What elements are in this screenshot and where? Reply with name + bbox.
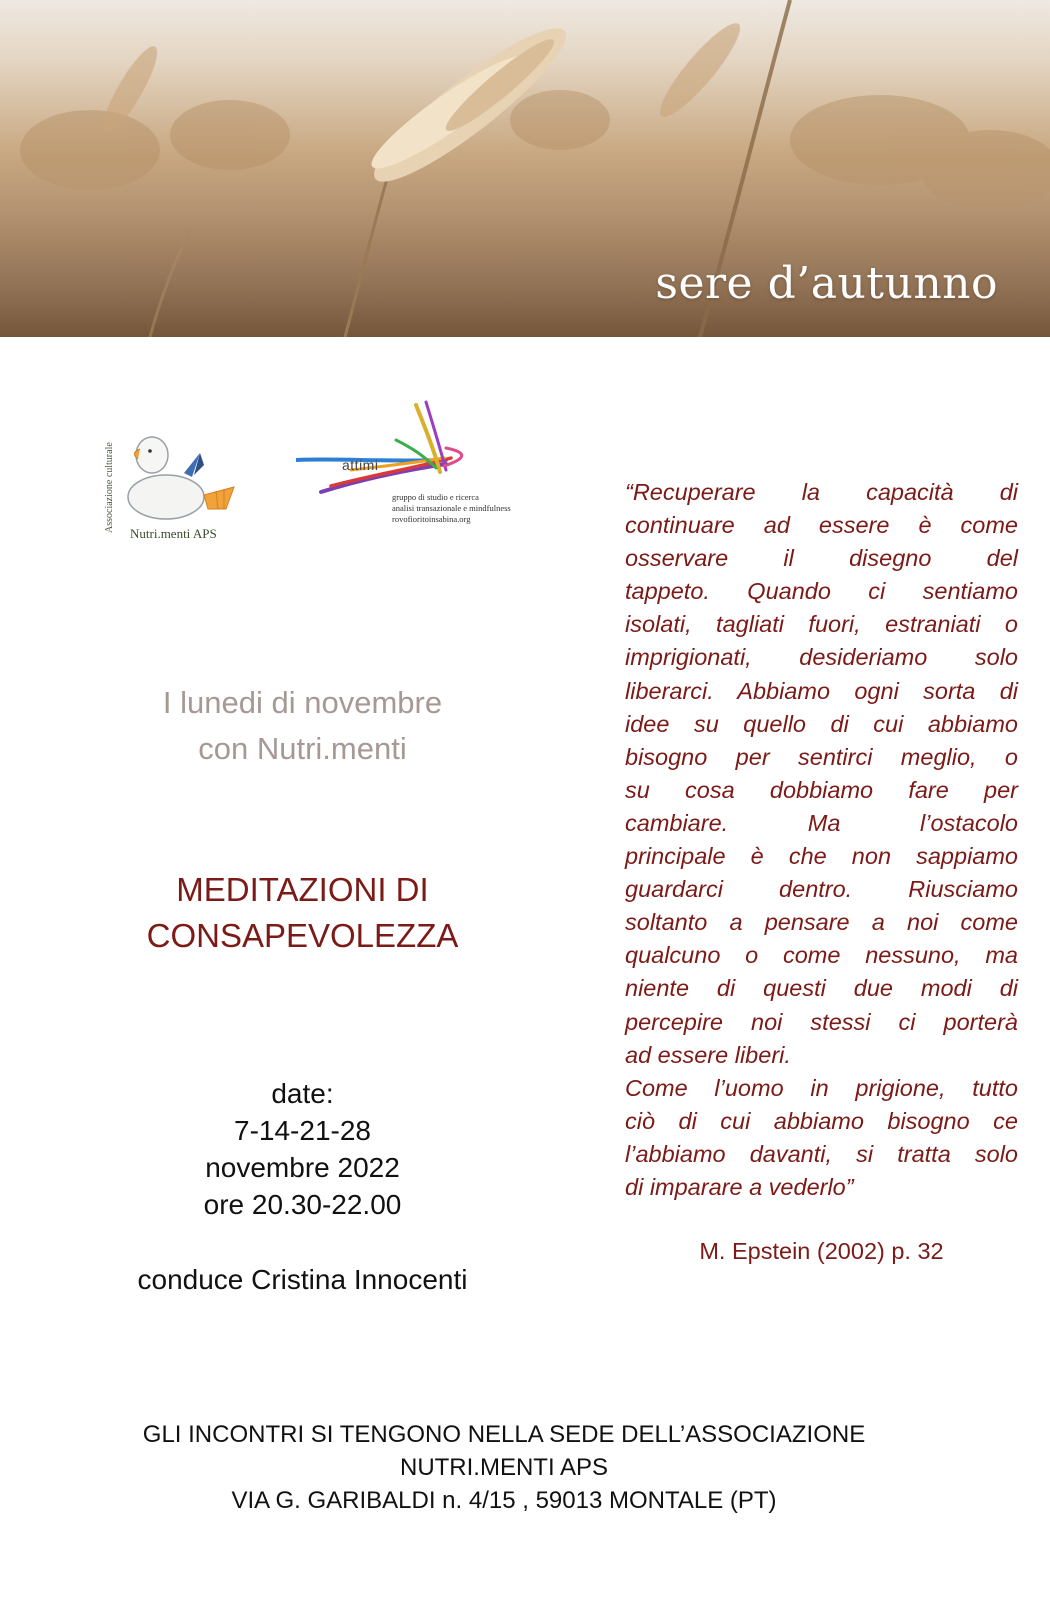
hero-title: sere d’autunno xyxy=(655,258,998,309)
venue-footer xyxy=(0,1418,1008,1517)
quote-line: soltanto a pensare a noi come xyxy=(625,909,1018,936)
schedule-block xyxy=(70,1075,535,1223)
event-title-line-1: MEDITAZIONI DI xyxy=(176,871,429,908)
footer-line-2: NUTRI.MENTI APS xyxy=(399,1454,609,1481)
quote-line: l’abbiamo davanti, si tratta solo xyxy=(625,1140,1018,1167)
duck-icon xyxy=(104,425,254,525)
quote-line: qualcuno o come nessuno, ma xyxy=(625,942,1018,969)
quote-citation: M. Epstein (2002) p. 32 xyxy=(699,1238,944,1264)
event-title-line-2: CONSAPEVOLEZZA xyxy=(146,917,459,954)
quote-line: Come l’uomo in prigione, tutto xyxy=(625,1074,1018,1101)
quote-line: guardarci dentro. Riusciamo xyxy=(625,876,1018,903)
logo-caption: Nutri.menti APS xyxy=(130,526,217,541)
attimi-subline-1: gruppo di studio e ricerca xyxy=(392,492,479,502)
quote-line: tappeto. Quando ci sentiamo xyxy=(625,578,1018,605)
hero-banner xyxy=(0,0,1050,337)
quote-line: isolati, tagliati fuori, estraniati o xyxy=(625,611,1018,638)
quote-line: cambiare. Ma l’ostacolo xyxy=(625,809,1018,836)
quote-line: ciò di cui abbiamo bisogno ce xyxy=(625,1107,1018,1134)
quote-line: bisogno per sentirci meglio, o xyxy=(625,743,1018,770)
logo-vertical-text: Associazione culturale xyxy=(104,442,115,533)
schedule-label: date: xyxy=(271,1078,334,1109)
quote-line: su cosa dobbiamo fare per xyxy=(625,776,1018,803)
leader-text: conduce Cristina Innocenti xyxy=(137,1264,468,1295)
footer-line-1: GLI INCONTRI SI TENGONO NELLA SEDE DELL’ASSOCIAZIONE xyxy=(142,1421,866,1448)
quote-line: idee su quello di cui abbiamo xyxy=(625,710,1018,737)
schedule-days: 7-14-21-28 xyxy=(234,1115,371,1146)
quote-line: principale è che non sappiamo xyxy=(625,843,1018,870)
quote-line: imprigionati, desideriamo solo xyxy=(625,644,1018,671)
intro-line-1: I lunedi di novembre xyxy=(162,685,443,720)
event-title xyxy=(70,867,535,959)
quote-line: ad essere liberi. xyxy=(625,1041,791,1068)
footer-line-3: VIA G. GARIBALDI n. 4/15 , 59013 MONTALE (PT) xyxy=(231,1487,777,1514)
quote-line: continuare ad essere è come xyxy=(625,512,1018,539)
attimi-subline-2: analisi transazionale e mindfulness xyxy=(392,503,511,513)
attimi-wordmark: attimi xyxy=(342,457,379,473)
nutrimenti-logo xyxy=(104,425,254,545)
quote-line: liberarci. Abbiamo ogni sorta di xyxy=(625,677,1018,704)
intro-text xyxy=(70,680,535,772)
quote-line: osservare il disegno del xyxy=(625,545,1018,572)
quote-line: di imparare a vederlo” xyxy=(625,1173,854,1200)
quote-line: percepire noi stessi ci porterà xyxy=(625,1008,1018,1035)
quote-line: “Recuperare la capacità di xyxy=(625,479,1018,505)
attimi-logo xyxy=(296,400,536,540)
schedule-time: ore 20.30-22.00 xyxy=(203,1189,402,1220)
quote-block xyxy=(625,476,1018,1204)
attimi-subline-3: rovofioritoinsabina.org xyxy=(392,514,471,524)
intro-line-2: con Nutri.menti xyxy=(198,731,407,766)
quote-line: niente di questi due modi di xyxy=(625,975,1018,1002)
schedule-month: novembre 2022 xyxy=(205,1152,400,1183)
